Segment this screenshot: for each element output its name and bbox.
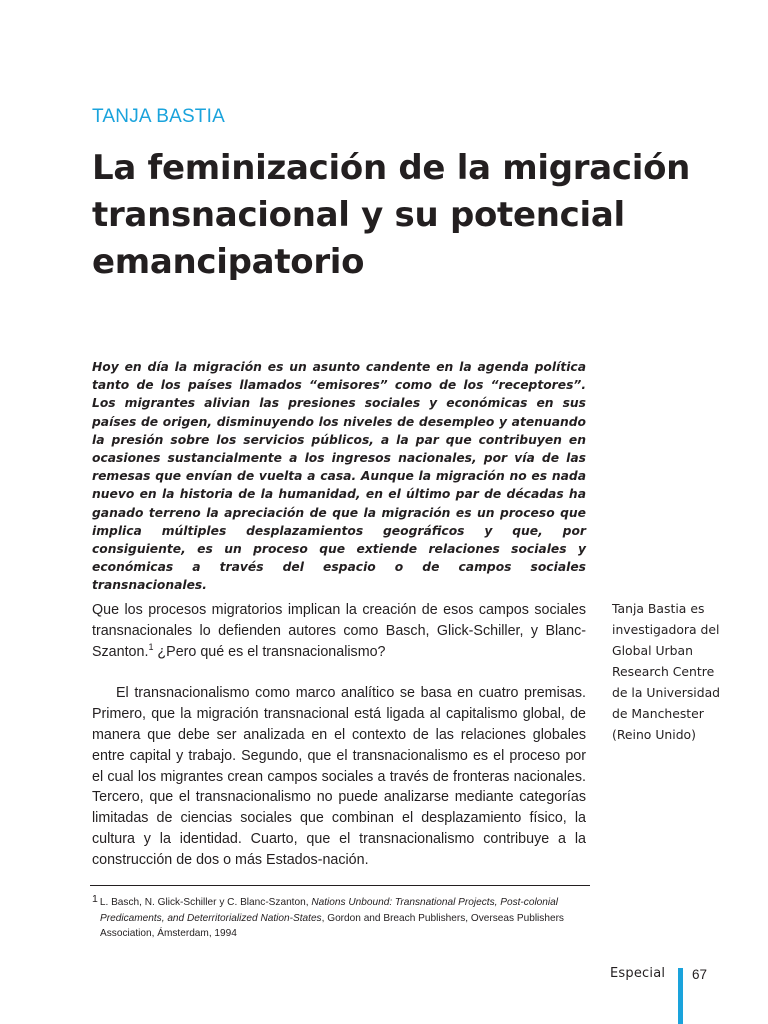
sidenote-line: investigadora del: [612, 622, 720, 637]
sidenote-line: Research Centre: [612, 664, 715, 679]
footer-accent-bar: [678, 968, 683, 1024]
footnote-reference: 1: [148, 641, 154, 652]
article-body: [92, 600, 586, 871]
article-abstract: Hoy en día la migración es un asunto candente en la agenda política tanto de los países llamados “emisores” como de los “receptores”. Los migrantes alivian las presiones sociales y económicas en sus países de origen, disminuyendo los niveles de desempleo y atenuando la presión sobre los servicios públicos, a la par que contribuyen en ocasiones sustancialmente a los ingresos nacionales, por vía de las remesas que envían de vuelta a casa. Aunque la migración no es nada nuevo en la historia de la humanidad, en el último par de décadas ha ganado terreno la apreciación de que la migración es un proceso que implica múltiples desplazamientos geográficos y que, por consiguiente, es un proceso que extiende relaciones sociales y económicas a través del espacio o de campos sociales transnacionales.: [92, 360, 586, 593]
sidenote-line: de la Universidad: [612, 685, 721, 700]
body-paragraph-2: El transnacionalismo como marco analítico se basa en cuatro premisas. Primero, que la migración transnacional está ligada al capitalismo global, de manera que debe ser analizada en el contexto de las relaciones globales entre capital y trabajo. Segundo, que el transnacionalismo es el proceso por el cual los migrantes crean campos sociales a través de fronteras nacionales. Tercero, que el transnacionalismo no puede analizarse mediante categorías limitadas de ciencias sociales que combinan el desplazamiento físico, la cultura y la identidad. Cuarto, que el transnacionalismo contribuye a la construcción de dos o más Estados-nación.: [92, 685, 586, 868]
title-line-3: emancipatorio: [92, 242, 365, 282]
body-paragraph-1: [92, 600, 586, 662]
footnote-divider: [90, 885, 590, 886]
section-label: Especial: [610, 966, 666, 981]
title-line-1: La feminización de la migración: [92, 148, 691, 188]
footnote-authors: L. Basch, N. Glick-Schiller y C. Blanc-Szanton,: [99, 897, 312, 908]
footnote-mark: 1: [92, 893, 98, 905]
body-paragraph-1-tail: ¿Pero qué es el transnacionalismo?: [153, 643, 386, 660]
footnote-publisher: , Gordon and Breach Publishers, Overseas Publishers Association, Ámsterdam, 1994: [100, 912, 564, 939]
body-paragraph-1-text: Que los procesos migratorios implican la creación de esos campos sociales transnacionales lo defienden autores como Basch, Glick-Schiller, y Blanc-Szanton.: [92, 602, 586, 660]
footnote-book-title: Nations Unbound: Transnational Projects, Post-colonial Predicaments, and Deterritorialized Nation-States: [100, 897, 559, 924]
sidenote-line: de Manchester: [612, 706, 704, 721]
footnote: [92, 895, 586, 942]
sidenote-line: (Reino Unido): [612, 727, 696, 742]
page-number: 67: [692, 967, 708, 982]
article-title: [92, 145, 692, 286]
sidenote-line: Tanja Bastia es: [612, 601, 705, 616]
sidenote-line: Global Urban: [612, 643, 693, 658]
author-sidenote: [612, 598, 742, 745]
author-name: TANJA BASTIA: [92, 106, 225, 127]
title-line-2: transnacional y su potencial: [92, 195, 625, 235]
footnote-body: [92, 895, 586, 942]
